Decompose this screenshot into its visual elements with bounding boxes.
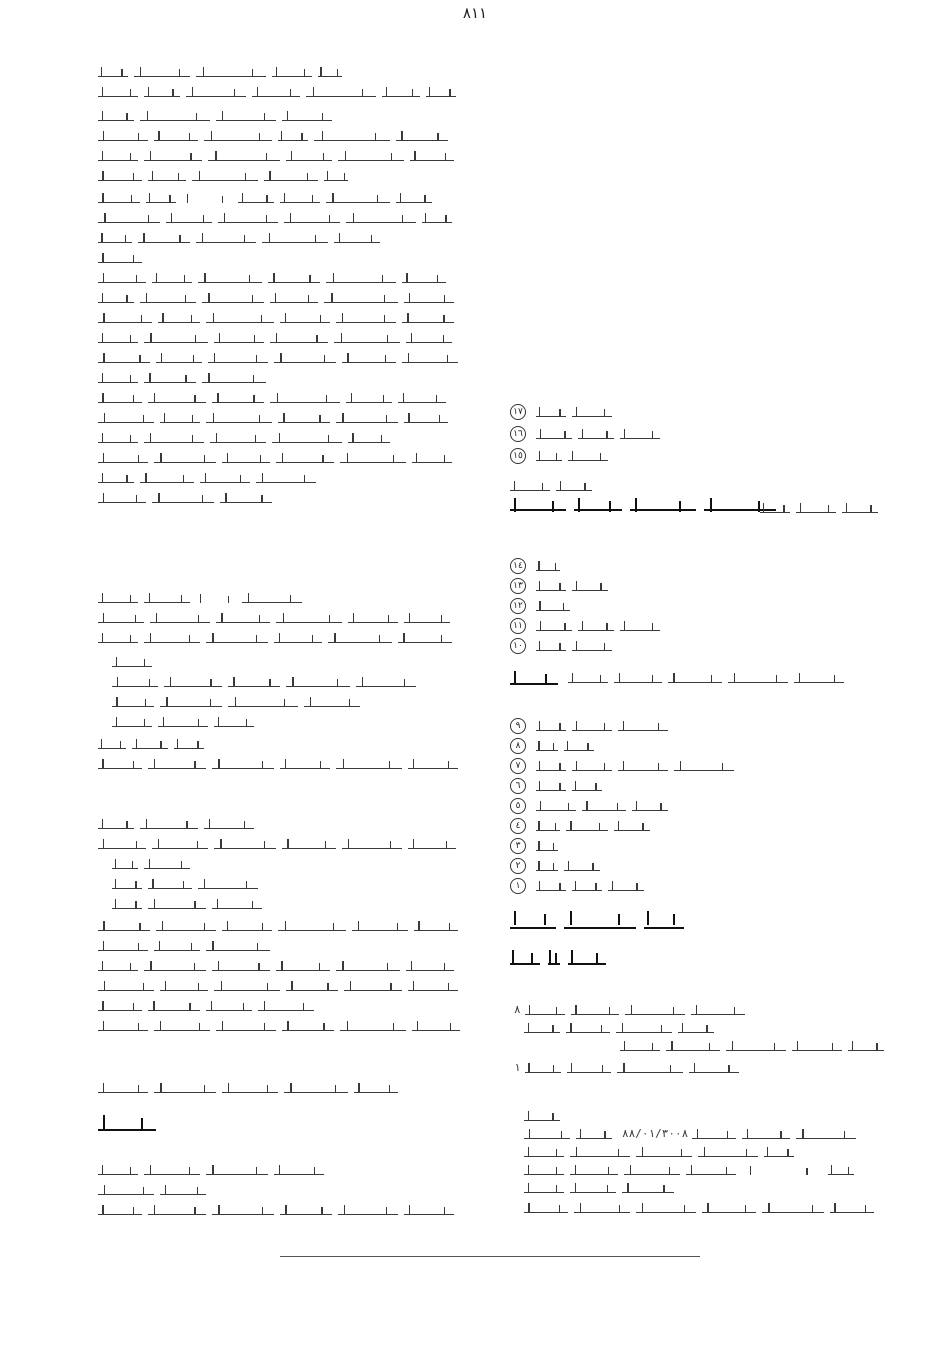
list-item: ٥ xyxy=(510,796,674,816)
text-line xyxy=(98,388,463,408)
text-line xyxy=(112,652,172,672)
list-item: ٢ xyxy=(510,856,606,876)
text-line xyxy=(98,976,463,996)
text-line xyxy=(98,1200,463,1220)
footnote xyxy=(524,1018,724,1038)
text-line xyxy=(524,1178,724,1198)
list-item: ١٠ xyxy=(510,636,618,656)
section-heading xyxy=(98,1112,164,1133)
list-item: ٤ xyxy=(510,816,656,836)
text-line xyxy=(112,874,282,894)
text-line xyxy=(98,588,348,608)
text-line xyxy=(98,368,298,388)
text-line xyxy=(524,1106,584,1126)
list-item: ٦ xyxy=(510,776,608,796)
list-item: ١٧ xyxy=(510,402,618,422)
text-line xyxy=(98,916,463,936)
text-line xyxy=(98,288,463,308)
text-line xyxy=(98,956,463,976)
text-line xyxy=(98,408,463,428)
section-title xyxy=(510,906,692,930)
text-line xyxy=(98,248,158,268)
text-line xyxy=(98,106,348,126)
text-line xyxy=(98,734,218,754)
text-line xyxy=(98,62,348,82)
text-line xyxy=(98,468,328,488)
footnote: ١ xyxy=(510,1058,770,1078)
list-item: ١٦ xyxy=(510,424,666,444)
text-line xyxy=(98,936,298,956)
list-item: ٨ xyxy=(510,736,600,756)
footnote xyxy=(620,1036,890,1056)
text-line xyxy=(98,188,463,208)
text-line: ٨٨/٠١/٣٠٠٨ xyxy=(524,1124,884,1144)
text-line xyxy=(98,1160,358,1180)
text-line xyxy=(112,712,292,732)
section-heading xyxy=(510,496,784,512)
list-item: ١١ xyxy=(510,616,666,636)
text-line xyxy=(98,1078,408,1098)
section-heading xyxy=(510,668,566,686)
text-line xyxy=(98,328,463,348)
text-line xyxy=(98,208,463,228)
text-line xyxy=(98,1016,463,1036)
text-line xyxy=(98,308,463,328)
text-line xyxy=(98,754,463,774)
text-line xyxy=(98,488,298,508)
text-line xyxy=(568,668,888,688)
text-line xyxy=(98,228,398,248)
text-line xyxy=(510,476,610,496)
list-item: ٧ xyxy=(510,756,740,776)
text-line xyxy=(524,1198,889,1218)
text-line xyxy=(98,348,463,368)
list-item: ٣ xyxy=(510,836,564,856)
text-line xyxy=(112,894,282,914)
text-line xyxy=(98,628,463,648)
text-line xyxy=(98,996,328,1016)
text-line xyxy=(98,166,348,186)
list-item: ١٤ xyxy=(510,556,566,576)
page-number: ٨١١ xyxy=(462,4,488,22)
text-line xyxy=(98,1180,248,1200)
text-line xyxy=(760,498,890,518)
text-line xyxy=(524,1160,889,1180)
footnote: ٨ xyxy=(510,1000,770,1020)
list-item: ٩ xyxy=(510,716,674,736)
text-line xyxy=(112,854,212,874)
text-line xyxy=(98,268,463,288)
text-line xyxy=(98,146,463,166)
text-line xyxy=(98,428,398,448)
footer-rule xyxy=(280,1256,700,1257)
text-line xyxy=(98,834,463,854)
text-line xyxy=(98,608,463,628)
list-item: ١ xyxy=(510,876,650,896)
list-item: ١٢ xyxy=(510,596,576,616)
text-line xyxy=(98,82,463,102)
list-item: ١٥ xyxy=(510,446,614,466)
text-line xyxy=(112,692,402,712)
text-line xyxy=(98,126,463,146)
text-line xyxy=(112,672,442,692)
text-line xyxy=(98,448,463,468)
text-line xyxy=(524,1142,824,1162)
list-item: ١٣ xyxy=(510,576,614,596)
section-subtitle xyxy=(510,946,614,967)
text-line xyxy=(98,814,278,834)
